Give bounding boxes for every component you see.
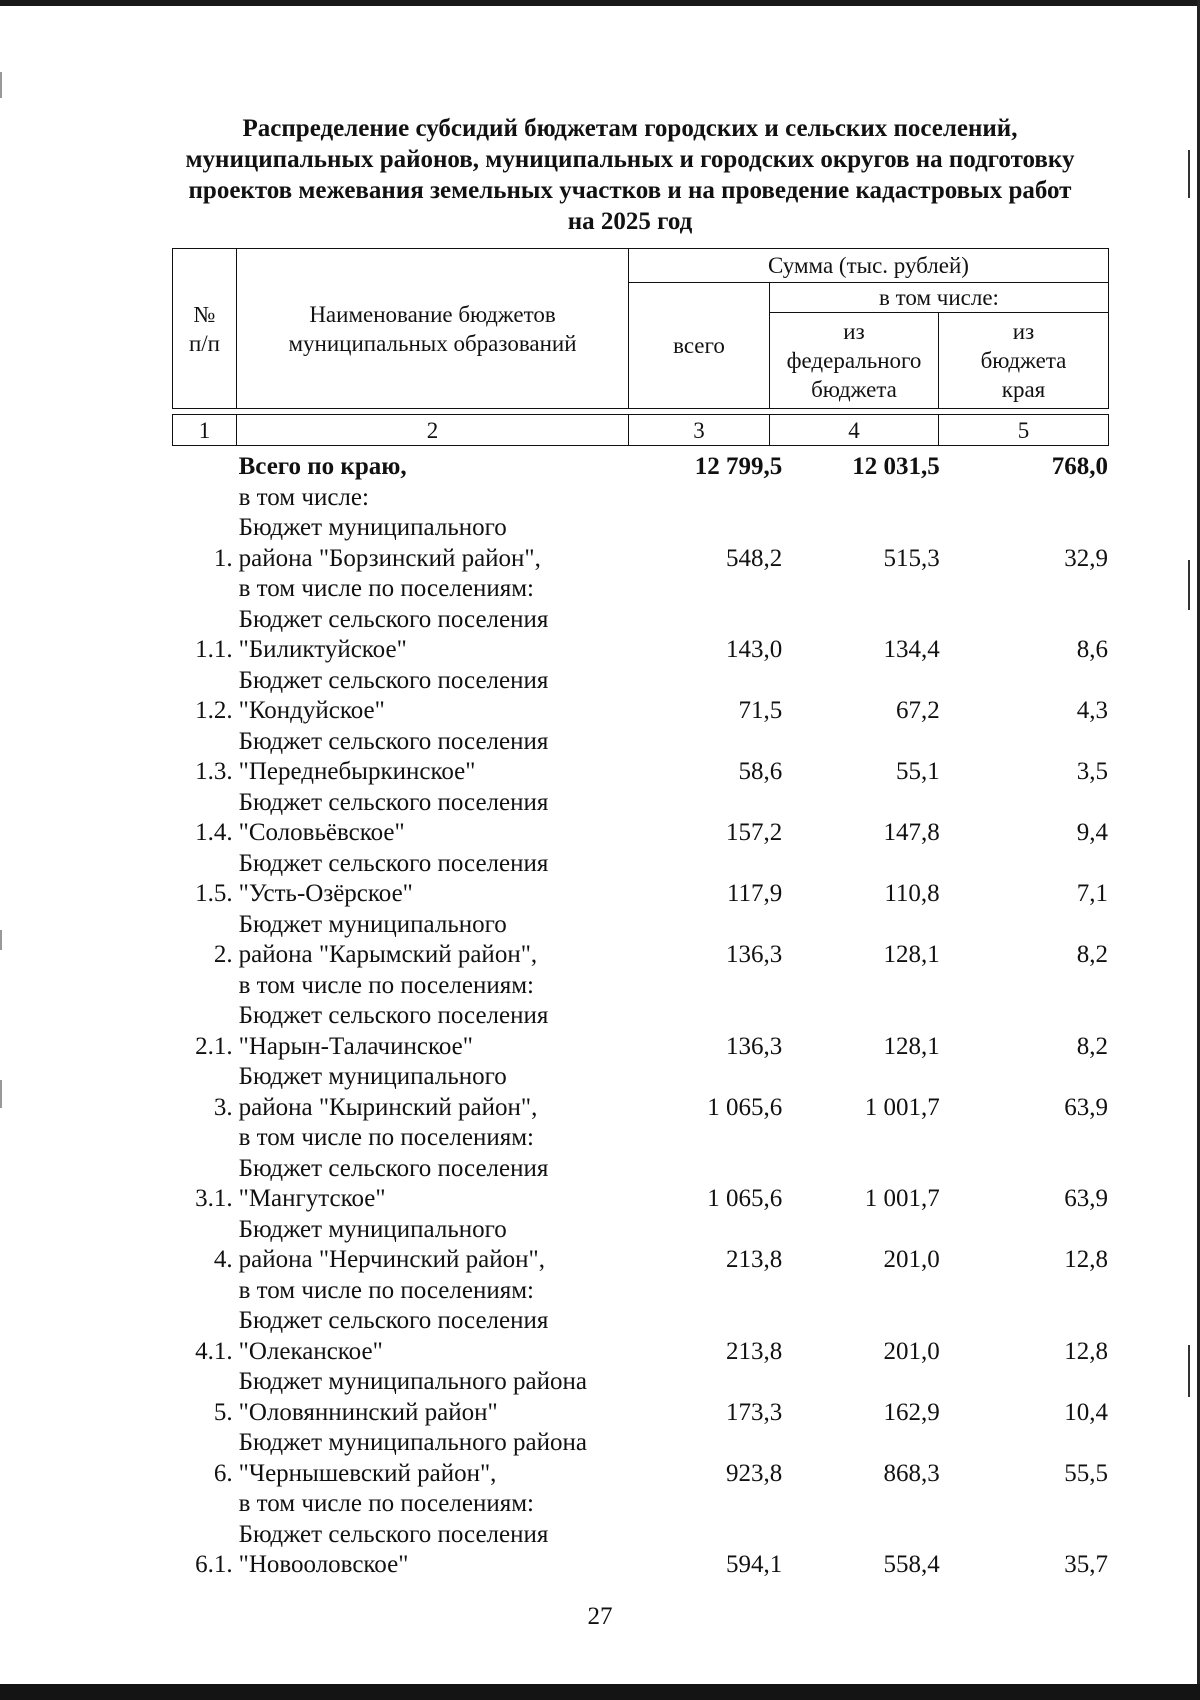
row-number: 3.: [213, 1093, 233, 1121]
budget-name: [233, 788, 644, 849]
title-line: муниципальных районов, муниципальных и городских округов на подготовку: [185, 146, 1075, 173]
budget-name-line: района "Нерчинский район",: [238, 1246, 545, 1273]
total-amount: 213,8: [726, 1337, 783, 1365]
budget-name-line: Бюджет сельского поселения: [238, 1002, 549, 1029]
regional-amount: 8,2: [1076, 1032, 1108, 1060]
budget-name: [233, 1123, 644, 1154]
header-number-label: №: [193, 301, 216, 327]
scan-top-edge: [0, 0, 1200, 6]
budget-name-line: "Олеканское": [238, 1337, 383, 1365]
table-row: [172, 910, 1112, 971]
table-row: [172, 666, 1112, 727]
row-number: 4.: [213, 1246, 233, 1273]
federal-amount: 12 031,5: [852, 453, 940, 480]
budget-name-line: "Кондуйское": [238, 697, 385, 724]
row-number: 4.1.: [195, 1337, 233, 1365]
title-line: проектов межевания земельных участков и на проведение кадастровых работ: [188, 177, 1072, 204]
budget-name-line: Бюджет сельского поселения: [238, 1520, 549, 1548]
budget-name: [233, 483, 644, 514]
budget-name-line: "Чернышевский район",: [238, 1459, 497, 1487]
budget-name: [233, 452, 644, 483]
budget-name-line: в том числе по поселениям:: [238, 575, 534, 602]
budget-name: [233, 1062, 644, 1123]
budget-name-line: "Переднебыркинское": [238, 758, 476, 785]
row-number: 1.2.: [195, 697, 233, 724]
header-number-cell: [173, 249, 237, 409]
total-amount: 136,3: [726, 1032, 783, 1060]
budget-name: [233, 1215, 644, 1276]
regional-amount: 9,4: [1076, 819, 1108, 846]
scan-left-mark: [0, 72, 2, 98]
header-including-cell: в том числе:: [770, 283, 1109, 313]
budget-name: [233, 849, 644, 910]
budget-name: [233, 1489, 644, 1520]
budget-name: [233, 513, 644, 574]
title-line: на 2025 год: [567, 208, 693, 235]
budget-name-line: "Нарын-Талачинское": [238, 1032, 473, 1060]
table-row: [172, 788, 1112, 849]
regional-amount: 3,5: [1076, 758, 1108, 785]
total-amount: 117,9: [726, 880, 783, 907]
table-row: [172, 605, 1112, 666]
total-amount: 173,3: [726, 1398, 783, 1426]
row-number: 1.4.: [195, 819, 233, 846]
header-regional-cell: [939, 313, 1109, 409]
federal-amount: 162,9: [883, 1398, 940, 1426]
table-row: [172, 727, 1112, 788]
budget-name-line: Бюджет муниципального района: [238, 1429, 587, 1456]
budget-name-line: Бюджет сельского поселения: [238, 788, 549, 816]
row-number: 1.1.: [195, 636, 233, 663]
table-row: [172, 483, 1112, 514]
row-number: 2.: [213, 941, 233, 968]
regional-amount: 35,7: [1064, 1551, 1108, 1578]
federal-amount: 147,8: [883, 819, 940, 846]
federal-amount: 558,4: [883, 1551, 940, 1578]
scan-left-mark: [0, 1080, 2, 1108]
scan-right-mark: [1188, 150, 1190, 198]
budget-name: [233, 1276, 644, 1307]
budget-name: [233, 1520, 644, 1581]
budget-name: [233, 605, 644, 666]
table-row: [172, 1001, 1112, 1062]
budget-name-line: в том числе по поселениям:: [238, 971, 534, 999]
column-number: 3: [629, 415, 770, 446]
header-sum-cell: Сумма (тыс. рублей): [629, 249, 1109, 283]
header-federal-label: бюджета: [811, 377, 897, 402]
budget-name-line: в том числе по поселениям:: [238, 1490, 534, 1517]
budget-name-line: "Усть-Озёрское": [238, 880, 413, 907]
total-amount: 923,8: [726, 1459, 783, 1487]
table-row: [172, 1520, 1112, 1581]
row-number: 2.1.: [195, 1032, 233, 1060]
budget-name: [233, 910, 644, 971]
regional-amount: 8,6: [1076, 636, 1108, 663]
budget-name-line: в том числе по поселениям:: [238, 1276, 534, 1304]
header-name-label: муниципальных образований: [288, 330, 577, 356]
regional-amount: 55,5: [1064, 1459, 1108, 1487]
row-number: 1.5.: [195, 880, 233, 907]
table-row: [172, 849, 1112, 910]
row-number: 6.: [213, 1459, 233, 1487]
header-total-cell: всего: [629, 283, 770, 409]
table-row: [172, 1306, 1112, 1367]
federal-amount: 128,1: [883, 1032, 940, 1060]
header-regional-label: бюджета: [980, 348, 1067, 373]
budget-name-line: Бюджет сельского поселения: [238, 1154, 549, 1182]
budget-name: [233, 1428, 644, 1489]
budget-name-line: Бюджет муниципального: [238, 910, 507, 938]
table-row: [172, 1276, 1112, 1307]
header-name-label: Наименование бюджетов: [309, 301, 556, 327]
row-number: 3.1.: [195, 1185, 233, 1212]
budget-name: [233, 1001, 644, 1062]
regional-amount: 8,2: [1076, 941, 1108, 968]
scan-left-mark: [0, 930, 2, 950]
table-row: [172, 574, 1112, 605]
column-number: 4: [770, 415, 939, 446]
budget-name-line: Всего по краю,: [238, 453, 407, 480]
federal-amount: 128,1: [883, 941, 940, 968]
regional-amount: 63,9: [1064, 1093, 1108, 1121]
federal-amount: 201,0: [883, 1246, 940, 1273]
scan-bottom-edge: [0, 1684, 1200, 1700]
federal-amount: 55,1: [895, 758, 940, 785]
regional-amount: 7,1: [1076, 880, 1108, 907]
budget-name-line: района "Карымский район",: [238, 941, 538, 968]
budget-name: [233, 1306, 644, 1367]
total-amount: 136,3: [726, 941, 783, 968]
budget-name-line: Бюджет сельского поселения: [238, 1307, 549, 1334]
table-body: [172, 452, 1112, 1581]
budget-name: [233, 574, 644, 605]
column-number: 1: [173, 415, 237, 446]
header-federal-label: федерального: [786, 348, 922, 373]
federal-amount: 868,3: [883, 1459, 940, 1487]
header-federal-label: из: [843, 319, 865, 344]
table-header: [172, 248, 1109, 409]
federal-amount: 134,4: [883, 636, 940, 663]
table-row: [172, 513, 1112, 574]
title-line: Распределение субсидий бюджетам городских и сельских поселений,: [242, 115, 1018, 142]
column-number-row: [172, 414, 1109, 446]
column-number: 2: [237, 415, 629, 446]
budget-name-line: в том числе:: [238, 483, 369, 511]
header-regional-label: края: [1001, 377, 1046, 402]
budget-name-line: Бюджет сельского поселения: [238, 605, 549, 633]
budget-name-line: Бюджет муниципального: [238, 514, 507, 541]
total-amount: 594,1: [726, 1551, 783, 1578]
budget-name-line: в том числе по поселениям:: [238, 1124, 534, 1151]
federal-amount: 110,8: [884, 880, 940, 907]
budget-name-line: Бюджет сельского поселения: [238, 727, 549, 755]
budget-name-line: района "Борзинский район",: [238, 544, 541, 572]
federal-amount: 1 001,7: [864, 1093, 940, 1121]
regional-amount: 12,8: [1064, 1246, 1108, 1273]
budget-name: [233, 1154, 644, 1215]
budget-name: [233, 1367, 644, 1428]
budget-name-line: "Соловьёвское": [238, 819, 405, 846]
regional-amount: 12,8: [1064, 1337, 1108, 1365]
budget-name-line: "Биликтуйское": [238, 636, 407, 663]
scan-right-mark: [1188, 560, 1190, 610]
budget-name: [233, 971, 644, 1002]
regional-amount: 32,9: [1064, 544, 1108, 572]
federal-amount: 515,3: [883, 544, 940, 572]
table-row: [172, 1123, 1112, 1154]
total-amount: 58,6: [738, 758, 783, 785]
column-number: 5: [939, 415, 1109, 446]
budget-name-line: Бюджет сельского поселения: [238, 849, 549, 877]
table-row: [172, 1367, 1112, 1428]
total-amount: 1 065,6: [707, 1093, 783, 1121]
federal-amount: 67,2: [895, 697, 940, 724]
page-number: 27: [587, 1603, 613, 1630]
budget-name-line: "Оловяннинский район": [238, 1398, 498, 1426]
budget-name-line: "Новооловское": [238, 1551, 409, 1578]
budget-name-line: Бюджет муниципального: [238, 1063, 507, 1090]
table-row: [172, 1489, 1112, 1520]
row-number: 1.: [213, 544, 233, 572]
scan-right-mark: [1188, 1345, 1190, 1397]
row-number: 5.: [213, 1398, 233, 1426]
total-amount: 1 065,6: [707, 1185, 783, 1212]
row-number: 6.1.: [195, 1551, 233, 1578]
row-number: 1.3.: [195, 758, 233, 785]
budget-name-line: Бюджет муниципального: [238, 1215, 507, 1243]
regional-amount: 4,3: [1076, 697, 1108, 724]
budget-name-line: "Мангутское": [238, 1185, 386, 1212]
budget-name-line: Бюджет муниципального района: [238, 1368, 587, 1395]
table-row: [172, 1062, 1112, 1123]
total-amount: 12 799,5: [694, 453, 783, 480]
table-row: [172, 1428, 1112, 1489]
total-amount: 213,8: [726, 1246, 783, 1273]
table-row: [172, 1215, 1112, 1276]
federal-amount: 201,0: [883, 1337, 940, 1365]
budget-name-line: района "Кыринский район",: [238, 1093, 538, 1121]
header-number-label: п/п: [188, 330, 220, 356]
total-amount: 71,5: [738, 697, 783, 724]
regional-amount: 10,4: [1064, 1398, 1108, 1426]
header-federal-cell: [770, 313, 939, 409]
regional-amount: 768,0: [1051, 453, 1108, 480]
federal-amount: 1 001,7: [864, 1185, 940, 1212]
table-row: [172, 971, 1112, 1002]
budget-name-line: Бюджет сельского поселения: [238, 666, 549, 694]
total-amount: 548,2: [726, 544, 783, 572]
document-title: [150, 113, 1110, 237]
regional-amount: 63,9: [1064, 1185, 1108, 1212]
total-row: [172, 452, 1112, 483]
total-amount: 143,0: [726, 636, 783, 663]
budget-name: [233, 727, 644, 788]
total-amount: 157,2: [726, 819, 783, 846]
header-regional-label: из: [1012, 319, 1035, 344]
table-row: [172, 1154, 1112, 1215]
budget-name: [233, 666, 644, 727]
header-name-cell: [237, 249, 629, 409]
